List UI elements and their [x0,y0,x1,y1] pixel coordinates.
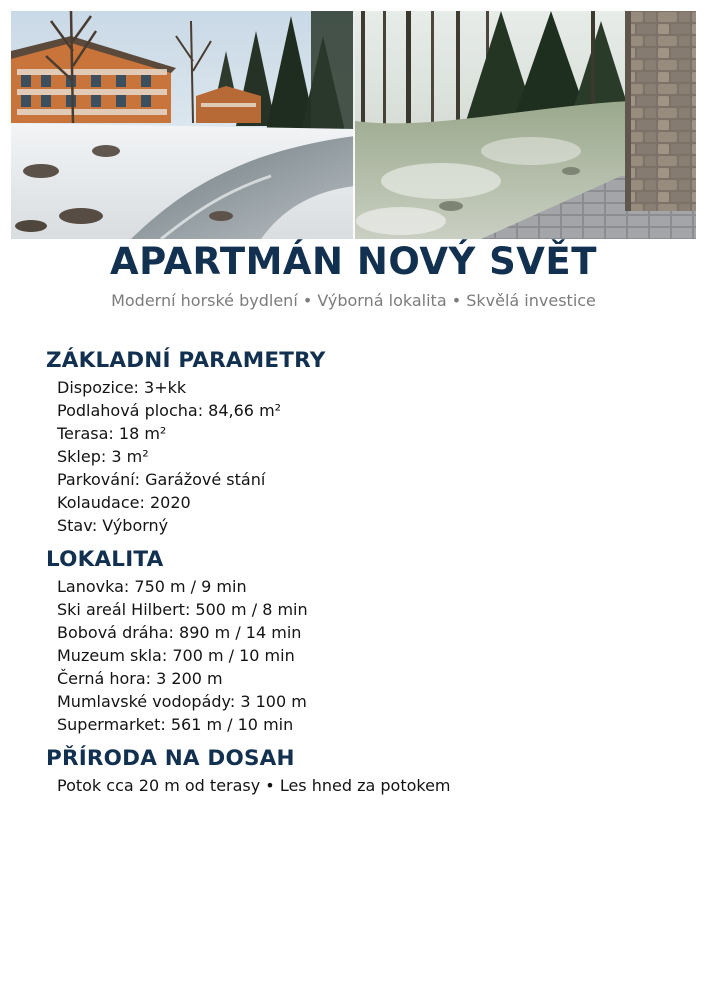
list-item: Mumlavské vodopády: 3 100 m [57,692,307,711]
list-item: Dispozice: 3+kk [57,378,187,397]
section-basic-parameters [46,346,666,537]
location-list [46,575,666,736]
section-location [46,545,666,736]
list-item: Sklep: 3 m² [57,447,149,466]
list-item: Terasa: 18 m² [57,424,167,443]
list-item: Bobová dráha: 890 m / 14 min [57,623,302,642]
photo-apartment-building [11,11,355,239]
list-item: Supermarket: 561 m / 10 min [57,715,294,734]
property-details [46,346,666,797]
section-heading: PŘÍRODA NA DOSAH [46,746,295,771]
list-item: Parkování: Garážové stání [57,470,266,489]
nature-features [46,774,666,797]
section-heading: LOKALITA [46,547,164,572]
list-item: Stav: Výborný [57,516,169,535]
photo-forest-terrace [355,11,696,239]
section-heading: ZÁKLADNÍ PARAMETRY [46,348,326,373]
list-item: Kolaudace: 2020 [57,493,191,512]
list-item: Černá hora: 3 200 m [57,669,223,688]
list-item: Lanovka: 750 m / 9 min [57,577,247,596]
nature-item: Les hned za potokem [279,776,451,795]
section-nature [46,744,666,797]
page-subtitle: Moderní horské bydlení • Výborná lokalita • Skvělá investice [111,291,596,310]
list-item: Podlahová plocha: 84,66 m² [57,401,282,420]
basic-parameters-list [46,376,666,537]
list-item: Muzeum skla: 700 m / 10 min [57,646,295,665]
list-item: Ski areál Hilbert: 500 m / 8 min [57,600,308,619]
bullet-separator: • [260,776,280,795]
nature-item: Potok cca 20 m od terasy [57,776,261,795]
hero-photos [11,11,696,239]
page-title: APARTMÁN NOVÝ SVĚT [110,240,597,283]
